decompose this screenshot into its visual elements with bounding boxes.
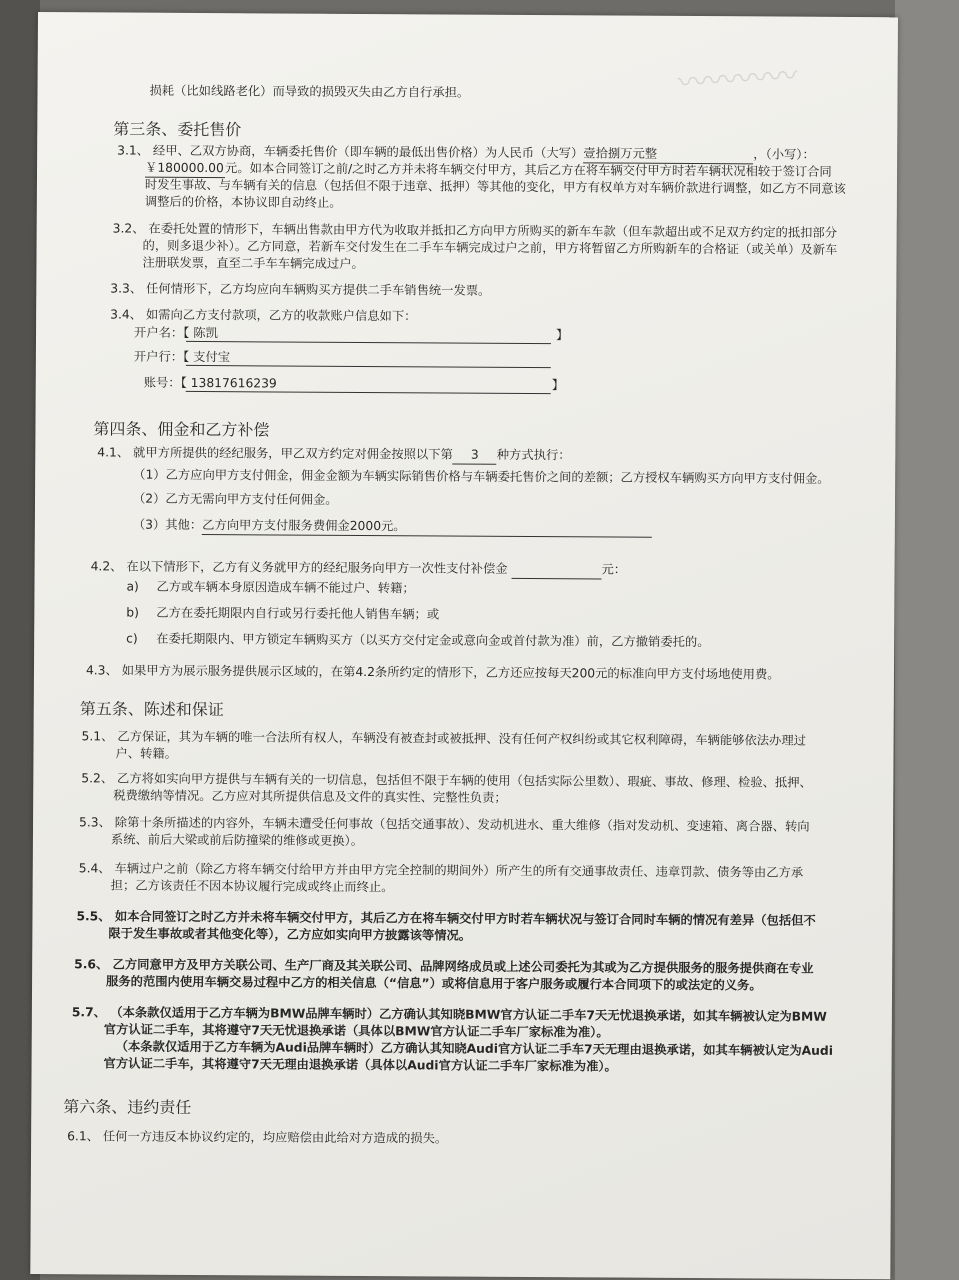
section-3-title: 第三条、委托售价 [113, 119, 242, 140]
bleed-through-handwriting: 〰〰〰〰 [676, 58, 799, 102]
bracket: 】 [555, 328, 569, 343]
amount-in-words: 壹拾捌万元整 [583, 145, 753, 164]
clause-5-4: 5.4、 车辆过户之前（除乙方将车辆交付给甲方并由甲方完全控制的期间外）所产生的所有交通事故责任、违章罚款、债务等由乙方承 [78, 861, 804, 880]
bracket: 】 [551, 378, 565, 393]
contract-page [30, 12, 898, 1279]
option-2: （2）乙方无需向甲方支付任何佣金。 [132, 491, 338, 507]
clause-5-2-line2: 税费缴纳等情况。乙方应对其所提供信息及文件的真实性、完整性负责； [113, 788, 507, 805]
item-a: 乙方或车辆本身原因造成车辆不能过户、转籍； [156, 579, 415, 596]
clause-5-7-line3: （本条款仅适用于乙方车辆为Audi品牌车辆时）乙方确认其知晓Audi官方认证二手车7天无理由退换承诺，如其车辆被认定为Audi [115, 1039, 833, 1058]
clause-5-1: 5.1、 乙方保证，其为车辆的唯一合法所有权人，车辆没有被查封或被抵押、没有任何产权纠纷或其它权利障碍，车辆能够依法办理过 [81, 729, 806, 748]
clause-5-5-line2: 限于发生事故或者其他变化等），乙方应如实向甲方披露该等情况。 [108, 926, 472, 943]
amount-in-figures: ￥180000.00 [145, 160, 225, 178]
clause-5-7: 5.7、 （本条款仅适用于乙方车辆为BMW品牌车辆时）乙方确认其知晓BMW官方认证二手车7天无忧退换承诺，如其车辆被认定为BMW [71, 1005, 827, 1024]
account-number-line [186, 391, 551, 394]
clause-3-1-line4: 调整后的价格，本协议即自动终止。 [144, 194, 342, 210]
clause-5-3-line2: 系统、前后大梁或前后防撞梁的维修或更换）。 [110, 832, 364, 849]
background-right [895, 0, 959, 1280]
clause-3-1-line3: 时发生事故、与车辆有关的信息（包括但不限于违章、抵押）等其他的变化，甲方有权单方对车辆价款进行调整，如乙方不同意该 [144, 177, 846, 196]
clause-3-4: 3.4、 如需向乙方支付款项，乙方的收款账户信息如下： [110, 307, 417, 324]
option-3-value: 乙方向甲方支付服务费佣金2000元。 [202, 517, 652, 538]
account-name-row: 开户名：【 陈凯 [134, 325, 218, 341]
clause-5-4-line2: 担；乙方该责任不因本协议履行完成或终止而终止。 [110, 878, 394, 895]
clause-3-2: 3.2、 在委托处置的情形下，车辆出售款由甲方代为收取并抵扣乙方向甲方所购买的新车车款（但车款超出或不足双方约定的抵扣部分 [112, 221, 838, 240]
clause-3-1: 3.1、 经甲、乙双方协商，车辆委托售价（即车辆的最低出售价格）为人民币（大写）壹拾捌万元整 ，（小写）： [117, 142, 815, 164]
clause-5-2: 5.2、 乙方将如实向甲方提供与车辆有关的一切信息，包括但不限于车辆的使用（包括实际公里数）、瑕疵、事故、修理、检验、抵押、 [81, 771, 812, 790]
item-c: 在委托期限内、甲方锁定车辆购买方（以买方交付定金或意向金或首付款为准）前，乙方撤销委托的。 [156, 631, 710, 650]
commission-option: 3 [453, 447, 497, 465]
section-6-title: 第六条、违约责任 [63, 1097, 192, 1117]
item-c-marker: c) [126, 631, 138, 646]
clause-4-2: 4.2、 在以下情形下，乙方有义务就甲方的经纪服务向甲方一次性支付补偿金 元： [91, 558, 627, 579]
item-b-marker: b) [126, 605, 139, 620]
clause-3-1-line2: ￥180000.00元。如本合同签订之前/之时乙方并未将车辆交付甲方，其后乙方在将车辆交付甲方时若车辆状况相较于签订合同 [145, 160, 832, 179]
clause-5-3: 5.3、 除第十条所描述的内容外，车辆未遭受任何事故（包括交通事故）、发动机进水、重大维修（指对发动机、变速箱、离合器、转向 [79, 815, 810, 834]
option-1: （1）乙方应向甲方支付佣金，佣金金额为车辆实际销售价格与车辆委托售价之间的差额；乙方授权车辆购买方向甲方支付佣金。 [133, 467, 830, 486]
account-name-line [186, 341, 551, 344]
account-number-row: 账号：【 13817616239 [143, 375, 277, 391]
clause-5-7-line4: 官方认证二手车，其将遵守7天无理由退换承诺（具体以Audi官方认证二手车厂家标准为准）。 [103, 1056, 617, 1074]
clause-3-2-line3: 注册联发票，直至二手车车辆完成过户。 [142, 255, 364, 271]
compensation-blank [511, 561, 601, 580]
clause-4-3: 4.3、 如果甲方为展示服务提供展示区域的，在第4.2条所约定的情形下，乙方还应按每天200元的标准向甲方支付场地使用费。 [85, 663, 780, 682]
clause-5-1-line2: 户、转籍。 [115, 746, 178, 761]
bank-name: 支付宝 [193, 349, 231, 365]
account-name: 陈凯 [193, 325, 218, 341]
option-3: （3）其他：乙方向甲方支付服务费佣金2000元。 [133, 517, 652, 538]
item-b: 乙方在委托期限内自行或另行委托他人销售车辆；或 [156, 605, 440, 622]
top-line: 损耗（比如线路老化）而导致的损毁灭失由乙方自行承担。 [149, 83, 470, 100]
clause-5-5: 5.5、 如本合同签订之时乙方并未将车辆交付甲方，其后乙方在将车辆交付甲方时若车辆状况与签订合同时车辆的情况有差异（包括但不 [76, 909, 816, 928]
clause-5-6-line2: 服务的范围内使用车辆交易过程中乙方的相关信息（“信息”）或将信息用于客户服务或履行本合同项下的或法定的义务。 [106, 974, 762, 993]
account-number: 13817616239 [190, 375, 277, 391]
clause-5-7-line2: 官方认证二手车，其将遵守7天无忧退换承诺（具体以BMW官方认证二手车厂家标准为准）。 [103, 1022, 609, 1040]
clause-3-2-line2: 的，则多退少补）。乙方同意，若新车交付发生在二手车车辆完成过户之前，甲方将暂留乙方所购新车的合格证（或关单）及新车 [142, 238, 838, 257]
clause-6-1: 6.1、 任何一方违反本协议约定的，均应赔偿由此给对方造成的损失。 [67, 1129, 448, 1146]
section-4-title: 第四条、佣金和乙方补偿 [93, 419, 270, 440]
item-a-marker: a) [126, 579, 139, 594]
section-5-title: 第五条、陈述和保证 [79, 699, 224, 720]
bank-line [186, 365, 551, 368]
clause-5-6: 5.6、 乙方同意甲方及甲方关联公司、生产厂商及其关联公司、品牌网络成员或上述公司委托为其或为乙方提供服务的服务提供商在专业 [74, 957, 814, 976]
bank-row: 开户行：【 支付宝 [133, 349, 231, 365]
clause-4-1: 4.1、 就甲方所提供的经纪服务，甲乙双方约定对佣金按照以下第 3 种方式执行： [97, 444, 570, 465]
clause-3-3: 3.3、 任何情形下，乙方均应向车辆购买方提供二手车销售统一发票。 [110, 281, 491, 298]
